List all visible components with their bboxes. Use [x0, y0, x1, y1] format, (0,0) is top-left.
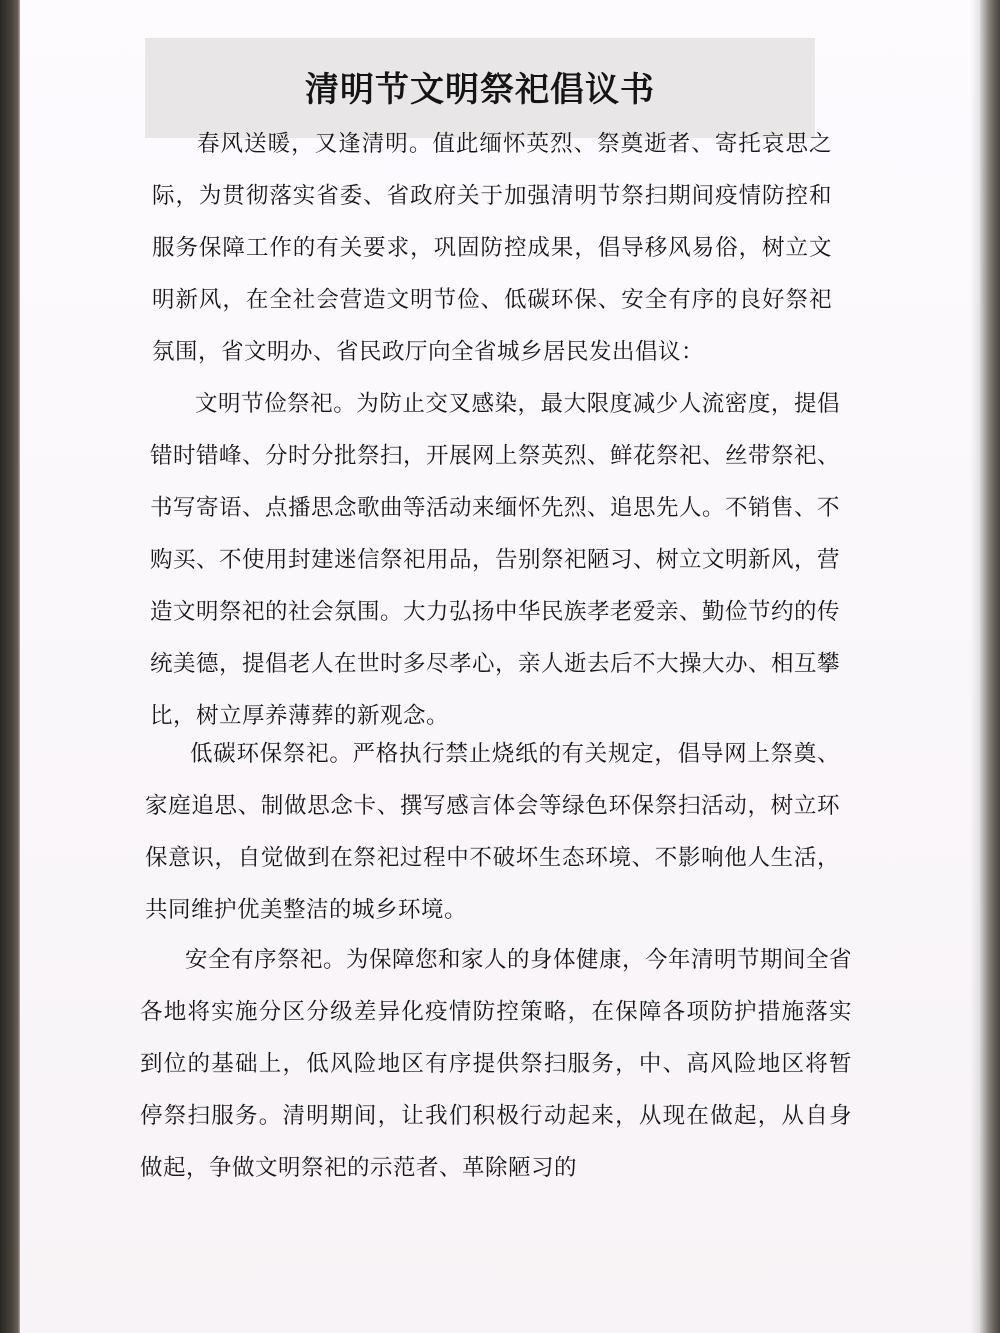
paragraph-frugal-worship: 文明节俭祭祀。为防止交叉感染，最大限度减少人流密度，提倡错时错峰、分时分批祭扫，开展网上祭英烈、鲜花祭祀、丝带祭祀、书写寄语、点播思念歌曲等活动来缅怀先烈、追思先人。不销售、不购买、不使用封建迷信祭祀用品，告别祭祀陋习、树立文明新风，营造文明祭祀的社会氛围。大力弘扬中华民族孝老爱亲、勤俭节约的传统美德，提倡老人在世时多尽孝心，亲人逝去后不大操大办、相互攀比，树立厚养薄葬的新观念。	[150, 391, 841, 729]
paragraph-intro: 春风送暖，又逢清明。值此缅怀英烈、祭奠逝者、寄托哀思之际，为贯彻落实省委、省政府关于加强清明节祭扫期间疫情防控和服务保障工作的有关要求，巩固防控成果，倡导移风易俗，树立文明新风，在全社会营造文明节俭、低碳环保、安全有序的良好祭祀氛围，省文明办、省民政厅向全省城乡居民发出倡议：	[152, 131, 832, 365]
paragraph-low-carbon-worship: 低碳环保祭祀。严格执行禁止烧纸的有关规定，倡导网上祭奠、家庭追思、制做思念卡、撰写感言体会等绿色环保祭扫活动，树立环保意识，自觉做到在祭祀过程中不破坏生态环境、不影响他人生活，共同维护优美整洁的城乡环境。	[145, 741, 840, 923]
page-edge-shadow	[970, 0, 1000, 1333]
document-title: 清明节文明祭祀倡议书	[305, 70, 655, 110]
paragraph-safe-worship: 安全有序祭祀。为保障您和家人的身体健康，今年清明节期间全省各地将实施分区分级差异化疫情防控策略，在保障各项防护措施落实到位的基础上，低风险地区有序提供祭扫服务，中、高风险地区将暂停祭扫服务。清明期间，让我们积极行动起来，从现在做起，从自身做起，争做文明祭祀的示范者、革除陋习的	[140, 947, 853, 1181]
